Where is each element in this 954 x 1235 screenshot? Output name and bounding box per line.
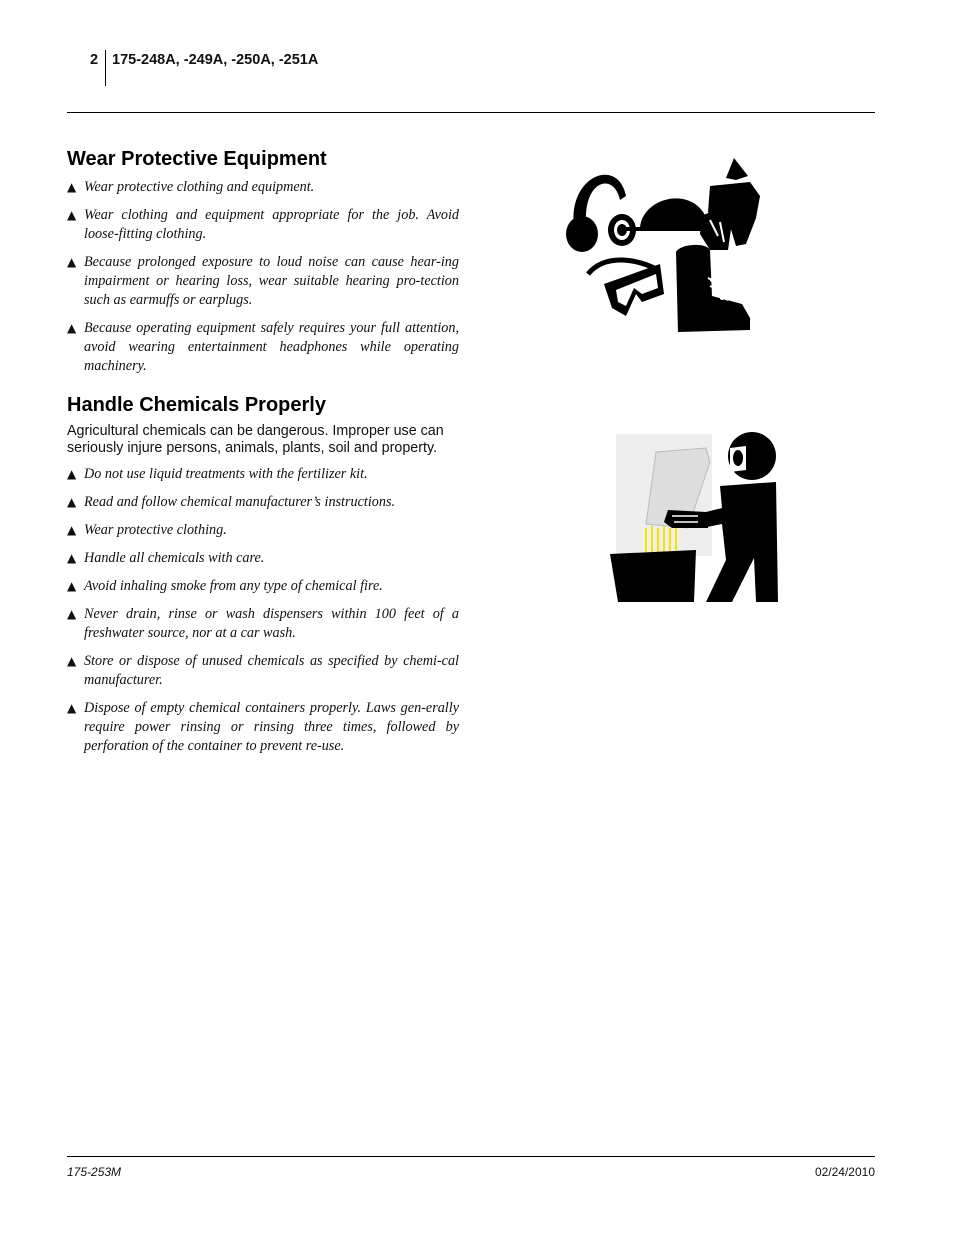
list-item: ▲ Wear protective clothing and equipment.: [67, 179, 315, 195]
protective-equipment-illustration: [560, 156, 760, 340]
list-item: ▲ Wear protective clothing.: [67, 522, 227, 538]
section-handle-chemicals-properly: [67, 394, 459, 765]
person-pouring-chemical-icon: [610, 432, 778, 602]
bullet-triangle-icon: ▲: [67, 701, 77, 715]
bullet-triangle-icon: ▲: [67, 180, 77, 194]
bullet-triangle-icon: ▲: [67, 607, 77, 621]
bullet-triangle-icon: ▲: [67, 208, 77, 222]
bullet-triangle-icon: ▲: [67, 495, 77, 509]
page-number: 2: [90, 52, 99, 68]
bullet-triangle-icon: ▲: [67, 321, 77, 335]
list-item: ▲ Wear clothing and equipment appropriate for the job. Avoid loose-fitting clothing.: [67, 207, 459, 242]
footer-rule: [67, 1156, 875, 1157]
list-item: ▲ Dispose of empty chemical containers properly. Laws gen-erally require power rinsing or rinsing three times, followed by perforation of the container to prevent re-use.: [67, 700, 459, 754]
chemical-handling-illustration: [606, 432, 782, 608]
list-item: ▲ Read and follow chemical manufacturer’s instructions.: [67, 494, 396, 510]
section-title: Wear Protective Equipment: [67, 148, 327, 170]
section-intro: Agricultural chemicals can be dangerous. Improper use can seriously injure persons, animals, plants, soil and property.: [67, 423, 444, 456]
list-item: ▲ Because operating equipment safely requires your full attention, avoid wearing entertainment headphones while operating machinery.: [67, 320, 459, 374]
section-title: Handle Chemicals Properly: [67, 394, 326, 416]
list-item: ▲ Never drain, rinse or wash dispensers within 100 feet of a freshwater source, nor at a car wash.: [67, 606, 459, 641]
list-item: ▲ Do not use liquid treatments with the fertilizer kit.: [67, 466, 368, 482]
header-divider: [105, 50, 106, 86]
list-item: ▲ Handle all chemicals with care.: [67, 550, 265, 566]
bullet-triangle-icon: ▲: [67, 255, 77, 269]
list-item: ▲ Store or dispose of unused chemicals as specified by chemi-cal manufacturer.: [67, 653, 459, 688]
goggles-icon: [588, 260, 664, 316]
boot-icon: [676, 245, 750, 332]
list-item: ▲ Because prolonged exposure to loud noise can cause hear-ing impairment or hearing loss, wear suitable hearing pro-tection such as earmuffs or earplugs.: [67, 254, 459, 308]
bullet-triangle-icon: ▲: [67, 523, 77, 537]
list-item: ▲ Avoid inhaling smoke from any type of chemical fire.: [67, 578, 383, 594]
bullet-list: [67, 178, 459, 376]
earmuffs-icon: [566, 175, 636, 252]
bullet-list: [67, 465, 459, 756]
bullet-triangle-icon: ▲: [67, 654, 77, 668]
bullet-triangle-icon: ▲: [67, 579, 77, 593]
section-wear-protective-equipment: [67, 148, 459, 385]
model-numbers: 175-248A, -249A, -250A, -251A: [112, 52, 319, 68]
bullet-triangle-icon: ▲: [67, 551, 77, 565]
document-number: 175-253M: [67, 1165, 122, 1179]
document-date: 02/24/2010: [814, 1165, 875, 1179]
gloves-icon: [700, 158, 760, 250]
bullet-triangle-icon: ▲: [67, 467, 77, 481]
header-rule: [67, 112, 875, 113]
